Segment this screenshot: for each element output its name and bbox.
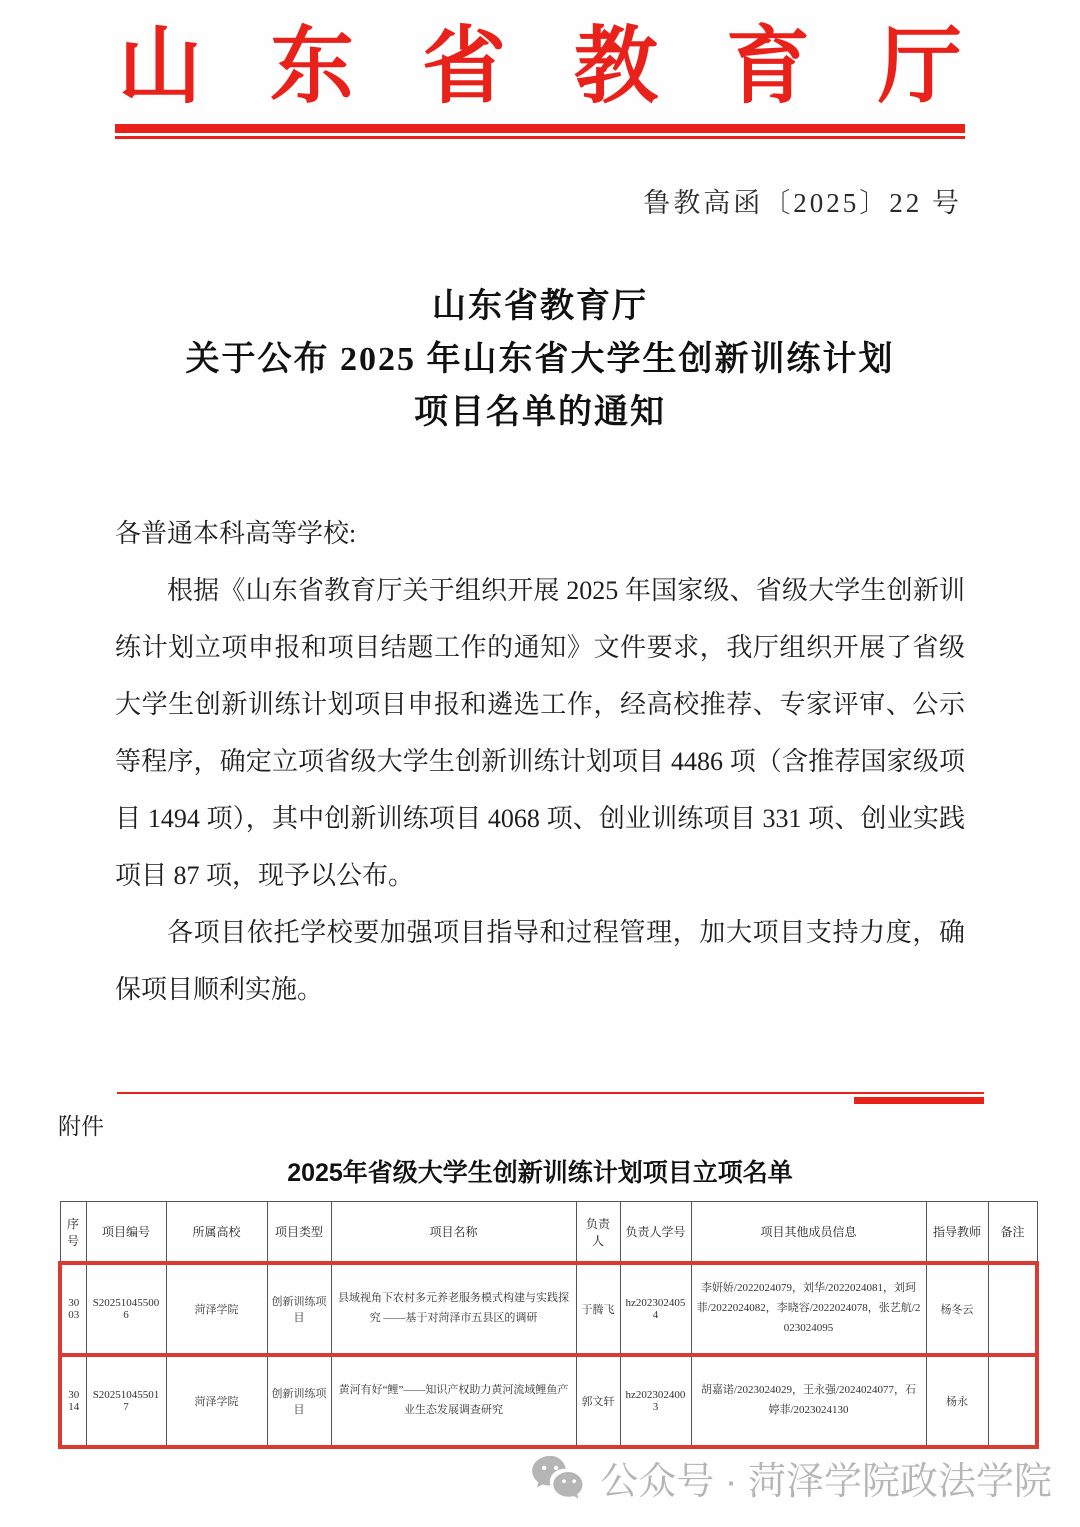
- attachment-rule-thick: [854, 1097, 984, 1104]
- cell-university: 菏泽学院: [166, 1355, 267, 1447]
- col-header-university: 所属高校: [166, 1202, 267, 1264]
- document-number: 鲁教高函〔2025〕22 号: [643, 188, 962, 219]
- col-header-leader-id: 负责人学号: [620, 1202, 691, 1264]
- table-row-3003: [60, 1263, 1037, 1355]
- body-paragraph-1: 根据《山东省教育厅关于组织开展 2025 年国家级、省级大学生创新训练计划立项申报和项目结题工作的通知》文件要求，我厅组织开展了省级大学生创新训练计划项目申报和遴选工作，经高校推荐、专家评审、公示等程序，确定立项省级大学生创新训练计划项目 4486 项（含推荐国家级项目 1494 项），其中创新训练项目 4068 项、创业训练项目 331 项、创业实践项目 87 项，现予以公布。: [115, 576, 965, 891]
- attachment-label: 附件: [58, 1114, 104, 1139]
- col-header-seq: 序号: [60, 1202, 86, 1264]
- cell-project-type: 创新训练项目: [267, 1355, 331, 1447]
- agency-char: 育: [725, 21, 810, 114]
- col-header-project-id: 项目编号: [86, 1202, 166, 1264]
- watermark-text: 公众号 · 菏泽学院政法学院: [600, 1461, 1052, 1503]
- agency-char: 厅: [877, 21, 962, 114]
- notice-title-line-2: 关于公布 2025 年山东省大学生创新训练计划: [185, 341, 895, 379]
- cell-remark: [988, 1263, 1037, 1355]
- cell-seq: 3003: [60, 1263, 86, 1355]
- col-header-project-type: 项目类型: [267, 1202, 331, 1264]
- col-header-members: 项目其他成员信息: [691, 1202, 926, 1264]
- cell-project-id: S202510455006: [86, 1263, 166, 1355]
- notice-body: [115, 505, 965, 1018]
- letterhead-rule-thin: [115, 136, 965, 139]
- cell-leader: 郭文轩: [576, 1355, 620, 1447]
- agency-name: [118, 22, 962, 114]
- cell-members: 李妍娇/2022024079，刘华/2022024081，刘珂菲/2022024082，李晓容/2022024078，张艺航/2023024095: [691, 1263, 926, 1355]
- cell-leader-id: hz2023024003: [620, 1355, 691, 1447]
- cell-seq: 3014: [60, 1355, 86, 1447]
- notice-title-line-3: 项目名单的通知: [414, 394, 666, 432]
- cell-project-name: 县域视角下农村多元养老服务模式构建与实践探究 ——基于对菏泽市五县区的调研: [331, 1263, 576, 1355]
- watermark: [530, 1450, 1052, 1505]
- wechat-icon: [530, 1454, 586, 1502]
- attachment-rule-thin: [117, 1092, 984, 1094]
- salutation: 各普通本科高等学校:: [115, 519, 357, 549]
- col-header-advisor: 指导教师: [926, 1202, 988, 1264]
- cell-university: 菏泽学院: [166, 1263, 267, 1355]
- cell-advisor: 杨冬云: [926, 1263, 988, 1355]
- body-paragraph-2: 各项目依托学校要加强项目指导和过程管理，加大项目支持力度，确保项目顺利实施。: [115, 918, 965, 1005]
- col-header-leader: 负责人: [576, 1202, 620, 1264]
- cell-project-name: 黄河有好“鲤”——知识产权助力黄河流域鲤鱼产业生态发展调查研究: [331, 1355, 576, 1447]
- cell-members: 胡嘉诺/2023024029，王永强/2024024077，石婷菲/2023024130: [691, 1355, 926, 1447]
- cell-project-type: 创新训练项目: [267, 1263, 331, 1355]
- cell-leader: 于腾飞: [576, 1263, 620, 1355]
- cell-remark: [988, 1355, 1037, 1447]
- notice-title-line-1: 山东省教育厅: [432, 288, 648, 326]
- col-header-project-name: 项目名称: [331, 1202, 576, 1264]
- attachment-divider: [0, 1088, 1080, 1104]
- notice-title: [0, 280, 1080, 439]
- agency-char: 山: [118, 21, 203, 114]
- agency-char: 省: [421, 21, 506, 114]
- col-header-remark: 备注: [988, 1202, 1037, 1264]
- agency-char: 东: [269, 21, 354, 114]
- projects-table: [58, 1201, 1039, 1449]
- table-row-3014: [60, 1355, 1037, 1447]
- table-title: 2025年省级大学生创新训练计划项目立项名单: [287, 1159, 793, 1187]
- cell-leader-id: hz2023024054: [620, 1263, 691, 1355]
- letterhead-rule-thick: [115, 124, 965, 133]
- table-header-row: [60, 1202, 1037, 1264]
- cell-project-id: S202510455017: [86, 1355, 166, 1447]
- agency-char: 教: [573, 21, 658, 114]
- attachment-section: [0, 1088, 1080, 1449]
- cell-advisor: 杨永: [926, 1355, 988, 1447]
